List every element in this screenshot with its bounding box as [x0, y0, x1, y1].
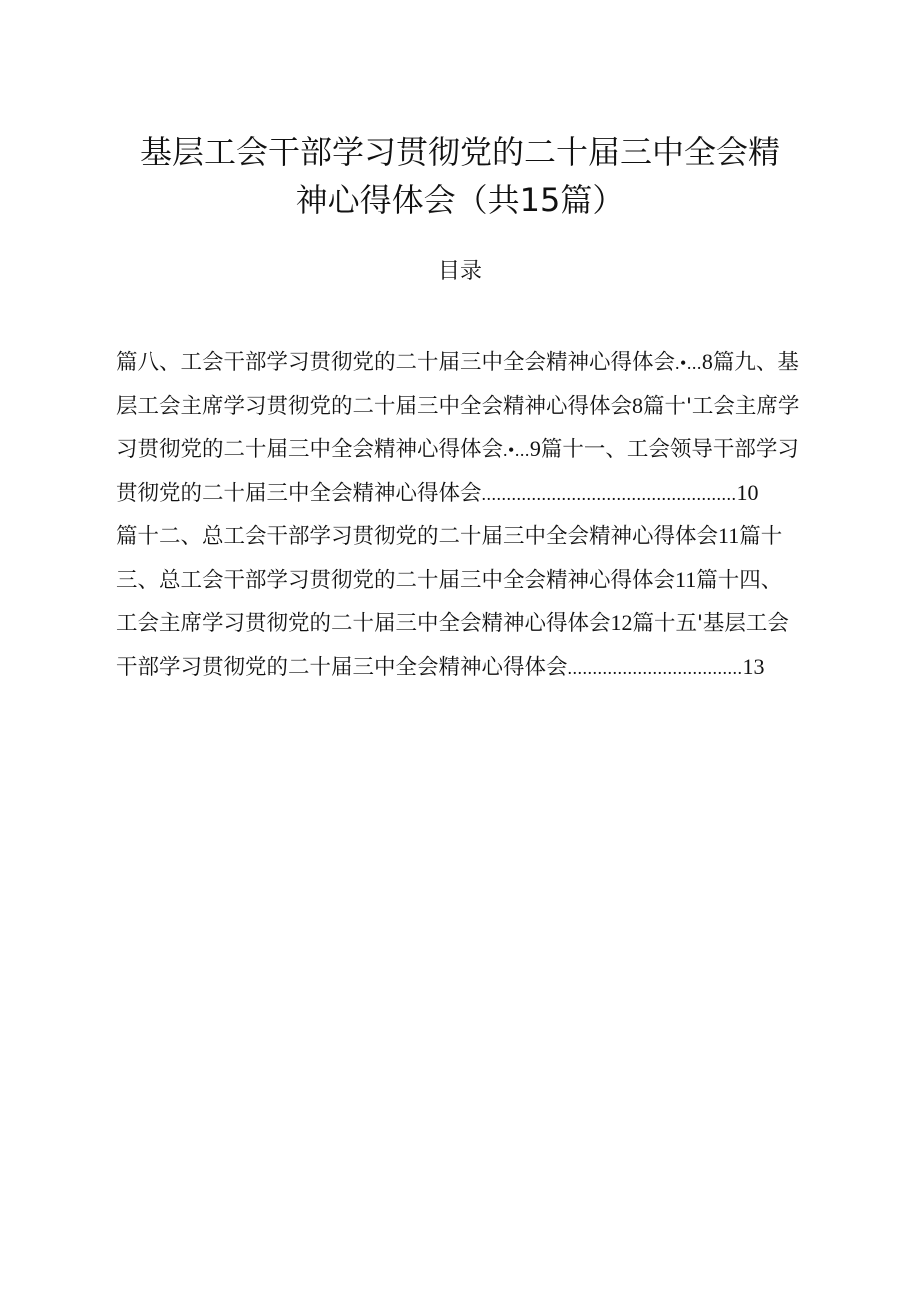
toc-line [116, 340, 856, 384]
toc-line [116, 558, 856, 602]
toc-entry-continuation: 篇十四、 [696, 567, 783, 593]
toc-page-number: 11 [675, 566, 697, 592]
toc-page-number: 8 [632, 392, 644, 418]
toc-entry-text: 篇八、工会干部学习贯彻党的二十届三中全会精神心得体会 [116, 350, 676, 375]
toc-line [116, 601, 856, 645]
toc-leader-dots: ................................................... [481, 483, 737, 504]
title-line-2: 神心得体会（共15篇） [295, 181, 625, 219]
toc-page-number: 12 [610, 610, 633, 635]
toc-line [116, 471, 856, 515]
toc-entry-continuation: 篇九、基 [712, 350, 799, 375]
toc-entry-text: 层工会主席学习贯彻党的二十届三中全会精神心得体会 [116, 393, 633, 419]
table-of-contents [116, 340, 856, 688]
toc-entry-continuation: 篇十五'基层工会 [632, 611, 789, 636]
toc-page-number: 11 [718, 523, 740, 548]
toc-entry-text: 习贯彻党的二十届三中全会精神心得体会 [116, 437, 504, 462]
toc-heading: 目录 [437, 259, 482, 284]
toc-page-number: 13 [742, 653, 765, 679]
toc-page-number: 10 [736, 479, 759, 505]
toc-entry-continuation: 篇十一、工会领导干部学习 [540, 437, 799, 462]
toc-entry-text: 干部学习贯彻党的二十届三中全会精神心得体会 [116, 654, 568, 680]
toc-entry-text: 三、总工会干部学习贯彻党的二十届三中全会精神心得体会 [116, 567, 676, 593]
toc-entry-text: 工会主席学习贯彻党的二十届三中全会精神心得体会 [116, 611, 611, 636]
toc-line [116, 514, 856, 558]
toc-entry-continuation: 篇十'工会主席学 [643, 393, 800, 419]
toc-line [116, 384, 856, 428]
toc-page-number: 9 [529, 436, 541, 461]
title-line-1: 基层工会干部学习贯彻党的二十届三中全会精 [139, 133, 780, 171]
document-title [110, 128, 810, 224]
toc-line [116, 427, 856, 471]
toc-entry-continuation: 篇十 [739, 524, 783, 549]
toc-line [116, 645, 856, 689]
toc-leader-dots: ................................... [567, 657, 743, 678]
toc-leader-dots: .•... [675, 353, 702, 373]
toc-entry-text: 贯彻党的二十届三中全会精神心得体会 [116, 480, 482, 506]
toc-leader-dots: .•... [503, 440, 530, 460]
toc-page-number: 8 [701, 349, 713, 374]
toc-entry-text: 篇十二、总工会干部学习贯彻党的二十届三中全会精神心得体会 [116, 524, 719, 549]
